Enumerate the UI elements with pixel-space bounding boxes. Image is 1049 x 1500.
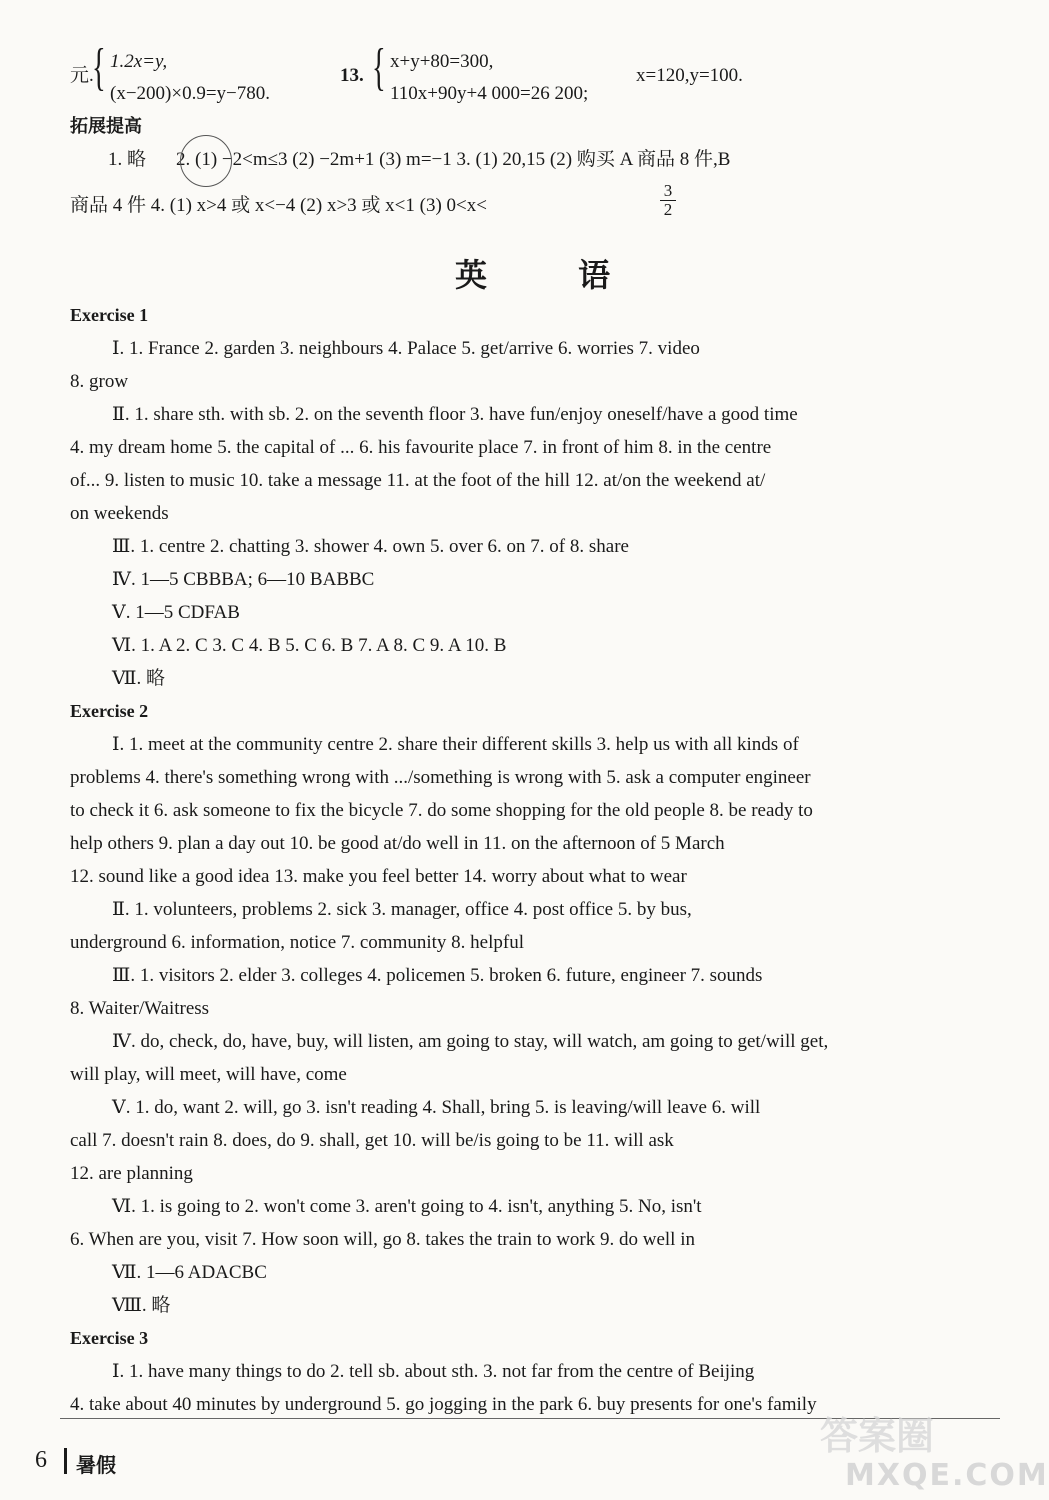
answer-line: Ⅴ. 1—5 CDFAB xyxy=(112,602,240,623)
exercise-heading: Exercise 2 xyxy=(70,701,149,721)
answer-line: help others 9. plan a day out 10. be good at/do well in 11. on the afternoon of 5 March xyxy=(70,833,725,854)
answer-line: Ⅰ. 1. have many things to do 2. tell sb. about sth. 3. not far from the centre of Beijing xyxy=(112,1361,755,1382)
subject-title-english: 英 语 xyxy=(455,256,651,294)
exercise-heading: Exercise 3 xyxy=(70,1328,149,1348)
footer-book-title: 暑假 xyxy=(76,1453,116,1477)
system1-eq1: 1.2x=y, xyxy=(110,51,168,72)
answer-line: underground 6. information, notice 7. community 8. helpful xyxy=(70,932,524,953)
answer-line: Ⅳ. 1—5 CBBBA; 6—10 BABBC xyxy=(112,569,375,590)
answer-line: 6. When are you, visit 7. How soon will, go 8. takes the train to work 9. do well in xyxy=(70,1229,695,1250)
answer-line: Ⅴ. 1. do, want 2. will, go 3. isn't reading 4. Shall, bring 5. is leaving/will leave 6. will xyxy=(112,1097,761,1118)
answer-line: 4. my dream home 5. the capital of ... 6. his favourite place 7. in front of him 8. in the centre xyxy=(70,437,772,458)
answer-line: will play, will meet, will have, come xyxy=(70,1064,347,1085)
system1-eq2: (x−200)×0.9=y−780. xyxy=(110,83,271,104)
answer-line: Ⅶ. 1—6 ADACBC xyxy=(112,1262,267,1283)
answer-line: Ⅰ. 1. France 2. garden 3. neighbours 4. Palace 5. get/arrive 6. worries 7. video xyxy=(112,338,700,359)
answer-line: Ⅵ. 1. is going to 2. won't come 3. aren't going to 4. isn't, anything 5. No, isn't xyxy=(112,1196,702,1217)
fraction-denominator: 2 xyxy=(663,200,673,219)
answer-line: problems 4. there's something wrong with .../something is wrong with 5. ask a computer engineer xyxy=(70,767,811,788)
system-brace-2: { xyxy=(372,39,386,96)
answer-line: Ⅶ. 略 xyxy=(112,668,166,689)
answer-line: call 7. doesn't rain 8. does, do 9. shall, get 10. will be/is going to be 11. will ask xyxy=(70,1130,674,1151)
math-prefix: 元. xyxy=(70,65,94,86)
answer-line: Ⅳ. do, check, do, have, buy, will listen, am going to stay, will watch, am going to get/will get, xyxy=(112,1031,829,1052)
fraction-three-halves xyxy=(660,182,676,219)
system2-eq2: 110x+90y+4 000=26 200; xyxy=(390,83,589,104)
answer-line: Ⅷ. 略 xyxy=(112,1295,171,1316)
answer-line: 8. grow xyxy=(70,371,129,392)
answer-line: on weekends xyxy=(70,503,169,524)
answer-line: Ⅰ. 1. meet at the community centre 2. share their different skills 3. help us with all kinds of xyxy=(112,734,799,755)
extension-line-1-b: 2. (1) −2<m≤3 (2) −2m+1 (3) m=−1 3. (1) 20,15 (2) 购买 A 商品 8 件,B xyxy=(176,149,731,170)
answer-line: Ⅲ. 1. visitors 2. elder 3. colleges 4. policemen 5. broken 6. future, engineer 7. sounds xyxy=(112,965,763,986)
answer-line: Ⅱ. 1. volunteers, problems 2. sick 3. manager, office 4. post office 5. by bus, xyxy=(112,899,692,920)
stamp-icon xyxy=(180,135,232,187)
answer-line: of... 9. listen to music 10. take a message 11. at the foot of the hill 12. at/on the weekend at/ xyxy=(70,470,766,491)
extension-line-2: 商品 4 件 4. (1) x>4 或 x<−4 (2) x>3 或 x<1 (3) 0<x< xyxy=(70,195,487,216)
answer-line: Ⅲ. 1. centre 2. chatting 3. shower 4. own 5. over 6. on 7. of 8. share xyxy=(112,536,629,557)
system2-eq1: x+y+80=300, xyxy=(390,51,494,72)
question-13-answer: x=120,y=100. xyxy=(636,65,743,86)
question-13-number: 13. xyxy=(340,65,364,86)
answer-line: 12. sound like a good idea 13. make you feel better 14. worry about what to wear xyxy=(70,866,687,887)
section-heading-extension: 拓展提高 xyxy=(70,116,142,137)
fraction-numerator: 3 xyxy=(660,182,676,201)
extension-line-1-a: 1. 略 xyxy=(108,149,147,170)
answer-line: Ⅱ. 1. share sth. with sb. 2. on the seventh floor 3. have fun/enjoy oneself/have a good time xyxy=(112,404,798,425)
page-number: 6 xyxy=(35,1447,47,1473)
answer-line: to check it 6. ask someone to fix the bicycle 7. do some shopping for the old people 8. be ready to xyxy=(70,800,813,821)
system-brace-1: { xyxy=(92,39,106,96)
footer-separator xyxy=(64,1448,67,1474)
answer-line: 8. Waiter/Waitress xyxy=(70,998,210,1019)
answer-line: 12. are planning xyxy=(70,1163,193,1184)
exercise-heading: Exercise 1 xyxy=(70,305,149,325)
answer-line: Ⅵ. 1. A 2. C 3. C 4. B 5. C 6. B 7. A 8. C 9. A 10. B xyxy=(112,635,507,656)
watermark-logo: 答案圈 xyxy=(820,1414,935,1458)
watermark-url: MXQE.COM xyxy=(845,1458,1049,1493)
answer-line: 4. take about 40 minutes by underground 5. go jogging in the park 6. buy presents for one's family xyxy=(70,1394,817,1415)
